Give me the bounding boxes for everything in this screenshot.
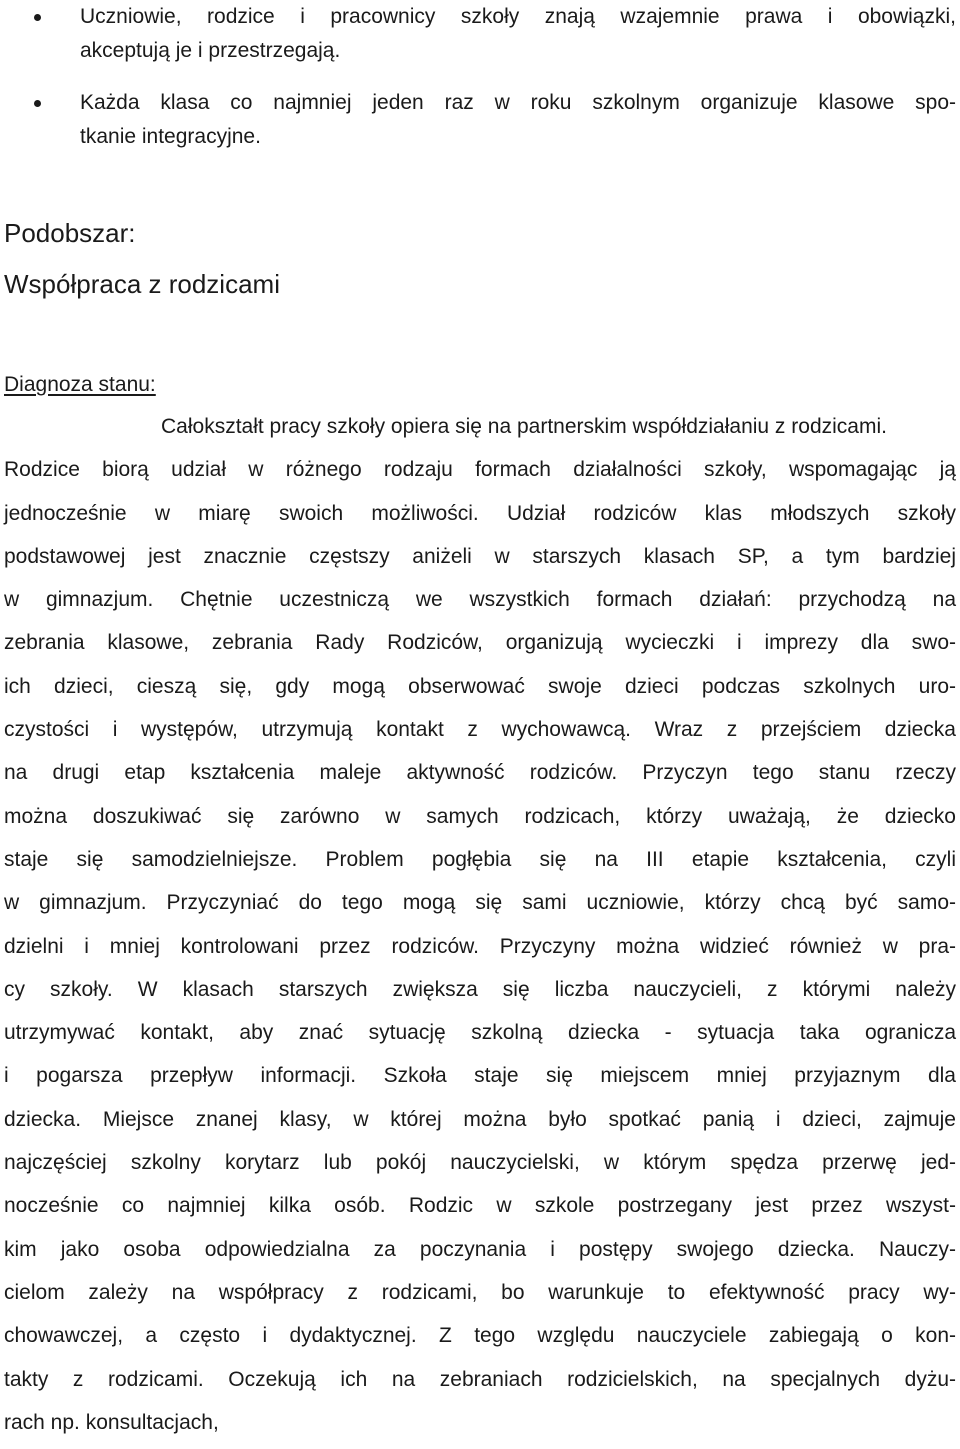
bullet-item [0,86,960,154]
paragraph-line: zebrania klasowe, zebrania Rady Rodziców, organizują wycieczki i imprezy dla swo- [4,631,956,655]
section-label: Podobszar: [4,218,136,248]
paragraph-line: cy szkoły. W klasach starszych zwiększa się liczba nauczycieli, z którymi należy [4,977,956,1001]
paragraph-line: Rodzice biorą udział w różnego rodzaju formach działalności szkoły, wspomagając ją [4,458,956,482]
paragraph-line: i pogarsza przepływ informacji. Szkoła staje się miejscem mniej przyjaznym dla [4,1064,956,1088]
paragraph-line: jednocześnie w miarę swoich możliwości. Udział rodziców klas młodszych szkoły [4,501,956,525]
paragraph-line: dzielni i mniej kontrolowani przez rodziców. Przyczyny można widzieć również w pra- [4,934,956,958]
bullet-icon [34,14,41,21]
paragraph-line: najczęściej szkolny korytarz lub pokój nauczycielski, w którym spędza przerwę jed- [4,1151,956,1175]
bullet-icon [34,100,41,107]
paragraph-line: w gimnazjum. Przyczyniać do tego mogą się sami uczniowie, którzy chcą być samo- [4,891,956,915]
paragraph-line: podstawowej jest znacznie częstszy aniżeli w starszych klasach SP, a tym bardziej [4,544,956,568]
bullet-text-line: Uczniowie, rodzice i pracownicy szkoły znają wzajemnie prawa i obowiązki, [80,5,956,28]
bullet-list [0,0,960,154]
paragraph-line: cielom zależy na współpracy z rodzicami, bo warunkuje to efektywność pracy wy- [4,1280,956,1304]
paragraph-line: utrzymywać kontakt, aby znać sytuację szkolną dziecka - sytuacja taka ogranicza [4,1021,956,1045]
section-title: Współpraca z rodzicami [4,269,280,299]
paragraph-line: Całokształt pracy szkoły opiera się na partnerskim współdziałaniu z rodzicami. [161,415,887,438]
paragraph-line: ich dzieci, cieszą się, gdy mogą obserwować swoje dzieci podczas szkolnych uro- [4,674,956,698]
paragraph-line: rach np. konsultacjach, [4,1410,219,1434]
paragraph-line: staje się samodzielniejsze. Problem pogłębia się na III etapie kształcenia, czyli [4,847,956,871]
diagnosis-label: Diagnoza stanu: [4,373,156,396]
bullet-item [0,0,960,68]
paragraph-line: można doszukiwać się zarówno w samych rodzicach, którzy uważają, że dziecko [4,804,956,828]
bullet-text-line: akceptują je i przestrzegają. [80,39,341,62]
bullet-text-line: Każda klasa co najmniej jeden raz w roku szkolnym organizuje klasowe spo- [80,91,956,114]
paragraph-line: nocześnie co najmniej kilka osób. Rodzic w szkole postrzegany jest przez wszyst- [4,1194,956,1218]
paragraph-line: chowawczej, a często i dydaktycznej. Z tego względu nauczyciele zabiegają o kon- [4,1324,956,1348]
paragraph-line: dziecka. Miejsce znanej klasy, w której można było spotkać panią i dzieci, zajmuje [4,1107,956,1131]
paragraph-line: takty z rodzicami. Oczekują ich na zebraniach rodzicielskich, na specjalnych dyżu- [4,1367,956,1391]
paragraph-line: kim jako osoba odpowiedzialna za poczynania i postępy swojego dziecka. Nauczy- [4,1237,956,1261]
diagnosis-paragraph [4,410,956,1449]
paragraph-line: w gimnazjum. Chętnie uczestniczą we wszystkich formach działań: przychodzą na [4,588,956,612]
paragraph-line: czystości i występów, utrzymują kontakt z wychowawcą. Wraz z przejściem dziecka [4,718,956,742]
bullet-text-line: tkanie integracyjne. [80,125,261,148]
paragraph-line: na drugi etap kształcenia maleje aktywność rodziców. Przyczyn tego stanu rzeczy [4,761,956,785]
